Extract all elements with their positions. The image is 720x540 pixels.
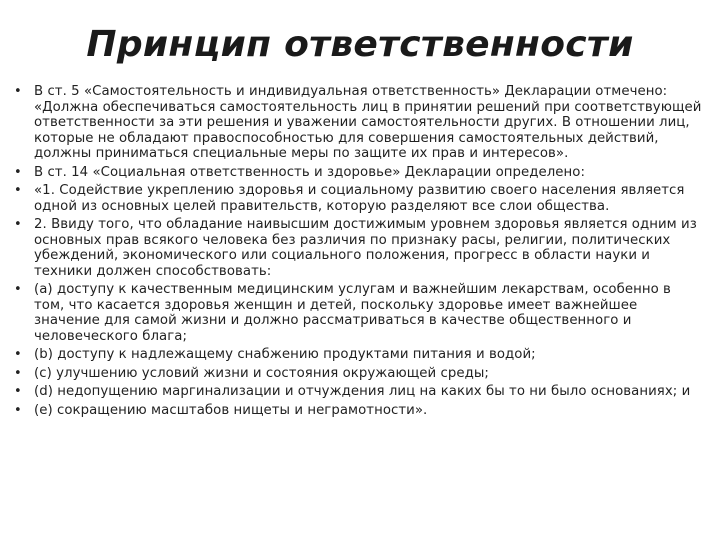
bullet-icon: • <box>14 164 22 180</box>
bullet-icon: • <box>14 347 22 362</box>
bullet-text: 2. Ввиду того, что обладание наивысшим достижимым уровнем здоровья является одним из основных прав всякого человека без различия по признаку расы, религии, политических убеждений, экономического или социального положения, прогресс в области науки и техники должен способствовать: <box>34 217 697 279</box>
list-item <box>14 347 704 363</box>
bullet-list <box>14 84 704 421</box>
list-item <box>14 403 704 419</box>
list-item <box>14 217 704 279</box>
list-item <box>14 183 704 214</box>
bullet-icon: • <box>14 384 22 399</box>
slide-title: Принцип ответственности <box>86 24 634 65</box>
bullet-text: (e) сокращению масштабов нищеты и неграмотности». <box>34 402 428 418</box>
bullet-text: (a) доступу к качественным медицинским услугам и важнейшим лекарствам, особенно в том, что касается здоровья женщин и детей, поскольку здоровье имеет важнейшее значение для самой жизни и должно рассматриваться в качестве общественного и человеческого блага; <box>34 282 671 344</box>
list-item <box>14 282 704 344</box>
bullet-text: (c) улучшению условий жизни и состояния окружающей среды; <box>34 365 489 381</box>
list-item <box>14 165 704 181</box>
bullet-text: (d) недопущению маргинализации и отчуждения лиц на каких бы то ни было основаниях; и <box>34 384 691 399</box>
bullet-text: «1. Содействие укреплению здоровья и социальному развитию своего населения является одной из основных целей правительств, которую разделяют все слои общества. <box>34 183 685 214</box>
bullet-text: (b) доступу к надлежащему снабжению продуктами питания и водой; <box>34 347 536 362</box>
bullet-icon: • <box>14 365 22 381</box>
list-item <box>14 84 704 162</box>
list-item <box>14 366 704 382</box>
bullet-icon: • <box>14 282 22 297</box>
list-item <box>14 384 704 400</box>
bullet-icon: • <box>14 217 22 232</box>
bullet-icon: • <box>14 402 22 418</box>
bullet-text: В ст. 14 «Социальная ответственность и здоровье» Декларации определено: <box>34 164 585 180</box>
bullet-icon: • <box>14 84 22 99</box>
bullet-text: В ст. 5 «Самостоятельность и индивидуальная ответственность» Декларации отмечено: «Должна обеспечиваться самостоятельность лиц в принятии решений при соответствующей ответственности за эти решения и уважении самостоятельности других. В отношении лиц, которые не обладают правоспособностью для совершения самостоятельных действий, должны приниматься специальные меры по защите их прав и интересов». <box>34 84 702 161</box>
bullet-icon: • <box>14 183 22 198</box>
